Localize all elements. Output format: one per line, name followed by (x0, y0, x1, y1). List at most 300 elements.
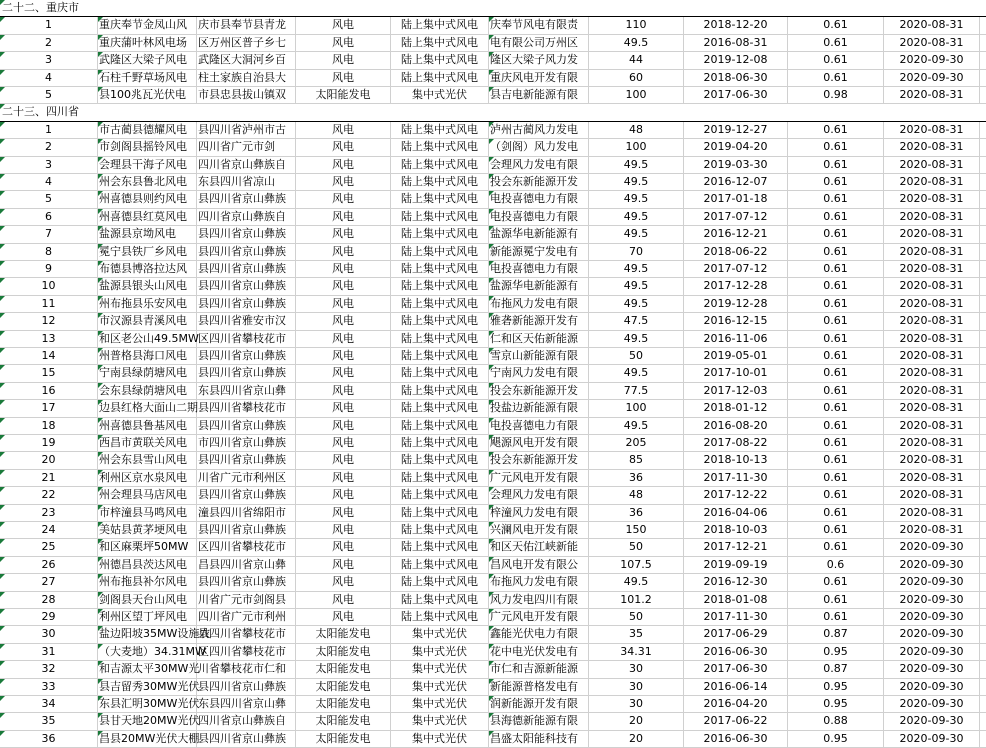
table-row[interactable] (0, 296, 986, 313)
project-type-cell[interactable]: 陆上集中式风电 (391, 487, 489, 503)
table-row[interactable] (0, 400, 986, 417)
company-cell[interactable]: 县海德新能源有限 (489, 713, 589, 729)
project-type-cell[interactable]: 陆上集中式风电 (391, 539, 489, 555)
capacity-cell[interactable]: 100 (589, 87, 684, 103)
row-number-cell[interactable]: 8 (0, 244, 98, 260)
price-cell[interactable]: 0.61 (788, 400, 884, 416)
grid-date-cell[interactable]: 2016-12-15 (684, 313, 788, 329)
row-number-cell[interactable]: 3 (0, 157, 98, 173)
table-row[interactable] (0, 574, 986, 591)
project-type-cell[interactable]: 陆上集中式风电 (391, 609, 489, 625)
deadline-cell[interactable]: 2020-08-31 (884, 452, 980, 468)
capacity-cell[interactable]: 110 (589, 17, 684, 33)
location-cell[interactable]: 县四川省京山彝族 (197, 731, 296, 747)
row-number-cell[interactable]: 2 (0, 35, 98, 51)
location-cell[interactable]: 四川省广元市剑 (197, 139, 296, 155)
price-cell[interactable]: 0.61 (788, 209, 884, 225)
project-name-cell[interactable]: 州布拖县乐安风电 (98, 296, 197, 312)
project-name-cell[interactable]: 州布拖县补尔风电 (98, 574, 197, 590)
row-number-cell[interactable]: 22 (0, 487, 98, 503)
grid-date-cell[interactable]: 2017-08-22 (684, 435, 788, 451)
energy-type-cell[interactable]: 风电 (296, 226, 391, 242)
table-row[interactable] (0, 226, 986, 243)
location-cell[interactable]: 区四川省攀枝花市 (197, 539, 296, 555)
location-cell[interactable]: 县四川省攀枝花市 (197, 400, 296, 416)
capacity-cell[interactable]: 50 (589, 539, 684, 555)
project-type-cell[interactable]: 陆上集中式风电 (391, 244, 489, 260)
row-number-cell[interactable]: 33 (0, 679, 98, 695)
table-row[interactable] (0, 70, 986, 87)
deadline-cell[interactable]: 2020-08-31 (884, 296, 980, 312)
price-cell[interactable]: 0.95 (788, 731, 884, 747)
grid-date-cell[interactable]: 2018-10-13 (684, 452, 788, 468)
deadline-cell[interactable]: 2020-08-31 (884, 365, 980, 381)
location-cell[interactable]: 县四川省京山彝族 (197, 418, 296, 434)
location-cell[interactable]: 县四川省京山彝族 (197, 244, 296, 260)
row-number-cell[interactable]: 15 (0, 365, 98, 381)
location-cell[interactable]: 四川省广元市利州 (197, 609, 296, 625)
price-cell[interactable]: 0.61 (788, 592, 884, 608)
project-name-cell[interactable]: 会理县干海子风电 (98, 157, 197, 173)
price-cell[interactable]: 0.61 (788, 70, 884, 86)
row-number-cell[interactable]: 34 (0, 696, 98, 712)
project-type-cell[interactable]: 陆上集中式风电 (391, 574, 489, 590)
company-cell[interactable]: 雪京山新能源有限 (489, 348, 589, 364)
project-name-cell[interactable]: 冕宁县铁厂乡风电 (98, 244, 197, 260)
energy-type-cell[interactable]: 风电 (296, 487, 391, 503)
table-row[interactable] (0, 487, 986, 504)
grid-date-cell[interactable]: 2018-10-03 (684, 522, 788, 538)
grid-date-cell[interactable]: 2019-04-20 (684, 139, 788, 155)
grid-date-cell[interactable]: 2017-12-03 (684, 383, 788, 399)
table-row[interactable] (0, 191, 986, 208)
table-row[interactable] (0, 122, 986, 139)
table-row[interactable] (0, 139, 986, 156)
price-cell[interactable]: 0.61 (788, 157, 884, 173)
grid-date-cell[interactable]: 2016-04-06 (684, 505, 788, 521)
table-row[interactable] (0, 452, 986, 469)
capacity-cell[interactable]: 48 (589, 122, 684, 138)
project-name-cell[interactable]: 州普格县海口风电 (98, 348, 197, 364)
project-type-cell[interactable]: 陆上集中式风电 (391, 365, 489, 381)
grid-date-cell[interactable]: 2016-08-31 (684, 35, 788, 51)
price-cell[interactable]: 0.61 (788, 296, 884, 312)
project-name-cell[interactable]: 州会东县鲁北风电 (98, 174, 197, 190)
project-type-cell[interactable]: 集中式光伏 (391, 87, 489, 103)
project-type-cell[interactable]: 陆上集中式风电 (391, 348, 489, 364)
location-cell[interactable]: 市四川省京山彝族 (197, 435, 296, 451)
row-number-cell[interactable]: 11 (0, 296, 98, 312)
company-cell[interactable]: 广元风电开发有限 (489, 609, 589, 625)
price-cell[interactable]: 0.95 (788, 696, 884, 712)
price-cell[interactable]: 0.61 (788, 487, 884, 503)
project-name-cell[interactable]: 重庆奉节金凤山风 (98, 17, 197, 33)
capacity-cell[interactable]: 30 (589, 696, 684, 712)
location-cell[interactable]: 县四川省京山彝族 (197, 574, 296, 590)
capacity-cell[interactable]: 49.5 (589, 191, 684, 207)
grid-date-cell[interactable]: 2019-03-30 (684, 157, 788, 173)
grid-date-cell[interactable]: 2017-06-29 (684, 626, 788, 642)
project-type-cell[interactable]: 陆上集中式风电 (391, 278, 489, 294)
capacity-cell[interactable]: 48 (589, 487, 684, 503)
grid-date-cell[interactable]: 2019-09-19 (684, 557, 788, 573)
location-cell[interactable]: 县四川省京山彝族 (197, 365, 296, 381)
company-cell[interactable]: 风力发电四川有限 (489, 592, 589, 608)
energy-type-cell[interactable]: 风电 (296, 244, 391, 260)
price-cell[interactable]: 0.61 (788, 139, 884, 155)
project-name-cell[interactable]: 县吉留秀30MW光伏 (98, 679, 197, 695)
table-row[interactable] (0, 348, 986, 365)
deadline-cell[interactable]: 2020-08-31 (884, 209, 980, 225)
capacity-cell[interactable]: 49.5 (589, 35, 684, 51)
company-cell[interactable]: 梓潼风力发电有限 (489, 505, 589, 521)
project-type-cell[interactable]: 陆上集中式风电 (391, 209, 489, 225)
price-cell[interactable]: 0.61 (788, 261, 884, 277)
energy-type-cell[interactable]: 风电 (296, 313, 391, 329)
deadline-cell[interactable]: 2020-08-31 (884, 348, 980, 364)
project-name-cell[interactable]: 美姑县黄茅埂风电 (98, 522, 197, 538)
row-number-cell[interactable]: 6 (0, 209, 98, 225)
deadline-cell[interactable]: 2020-08-31 (884, 122, 980, 138)
project-name-cell[interactable]: 州喜德县红莫风电 (98, 209, 197, 225)
project-type-cell[interactable]: 集中式光伏 (391, 661, 489, 677)
location-cell[interactable]: 县四川省京山彝族 (197, 348, 296, 364)
row-number-cell[interactable]: 9 (0, 261, 98, 277)
price-cell[interactable]: 0.61 (788, 278, 884, 294)
project-name-cell[interactable]: 武隆区大梁子风电 (98, 52, 197, 68)
deadline-cell[interactable]: 2020-08-31 (884, 487, 980, 503)
table-row[interactable] (0, 592, 986, 609)
row-number-cell[interactable]: 1 (0, 122, 98, 138)
project-name-cell[interactable]: 和区麻栗坪50MW (98, 539, 197, 555)
project-type-cell[interactable]: 陆上集中式风电 (391, 557, 489, 573)
company-cell[interactable]: 重庆风电开发有限 (489, 70, 589, 86)
company-cell[interactable]: 县吉电新能源有限 (489, 87, 589, 103)
row-number-cell[interactable]: 1 (0, 17, 98, 33)
deadline-cell[interactable]: 2020-08-31 (884, 17, 980, 33)
price-cell[interactable]: 0.61 (788, 191, 884, 207)
project-type-cell[interactable]: 陆上集中式风电 (391, 17, 489, 33)
location-cell[interactable]: 四川省京山彝族自 (197, 157, 296, 173)
project-name-cell[interactable]: 东县汇明30MW光伏 (98, 696, 197, 712)
project-type-cell[interactable]: 陆上集中式风电 (391, 52, 489, 68)
price-cell[interactable]: 0.61 (788, 244, 884, 260)
project-name-cell[interactable]: 布德县博洛拉达风 (98, 261, 197, 277)
project-type-cell[interactable]: 陆上集中式风电 (391, 191, 489, 207)
project-type-cell[interactable]: 陆上集中式风电 (391, 452, 489, 468)
price-cell[interactable]: 0.61 (788, 435, 884, 451)
grid-date-cell[interactable]: 2016-12-21 (684, 226, 788, 242)
project-name-cell[interactable]: 和吉源太平30MW光 (98, 661, 197, 677)
price-cell[interactable]: 0.95 (788, 679, 884, 695)
company-cell[interactable]: 润新能源开发有限 (489, 696, 589, 712)
energy-type-cell[interactable]: 风电 (296, 191, 391, 207)
row-number-cell[interactable]: 26 (0, 557, 98, 573)
deadline-cell[interactable]: 2020-08-31 (884, 435, 980, 451)
capacity-cell[interactable]: 44 (589, 52, 684, 68)
table-row[interactable] (0, 17, 986, 34)
energy-type-cell[interactable]: 风电 (296, 522, 391, 538)
deadline-cell[interactable]: 2020-09-30 (884, 609, 980, 625)
row-number-cell[interactable]: 16 (0, 383, 98, 399)
table-row[interactable] (0, 87, 986, 104)
deadline-cell[interactable]: 2020-09-30 (884, 557, 980, 573)
row-number-cell[interactable]: 18 (0, 418, 98, 434)
deadline-cell[interactable]: 2020-08-31 (884, 174, 980, 190)
company-cell[interactable]: 投会东新能源开发 (489, 174, 589, 190)
project-name-cell[interactable]: 和区老公山49.5MW (98, 331, 197, 347)
capacity-cell[interactable]: 100 (589, 139, 684, 155)
price-cell[interactable]: 0.61 (788, 418, 884, 434)
project-name-cell[interactable]: 县100兆瓦光伏电 (98, 87, 197, 103)
capacity-cell[interactable]: 36 (589, 505, 684, 521)
deadline-cell[interactable]: 2020-08-31 (884, 418, 980, 434)
energy-type-cell[interactable]: 风电 (296, 261, 391, 277)
energy-type-cell[interactable]: 风电 (296, 331, 391, 347)
capacity-cell[interactable]: 49.5 (589, 296, 684, 312)
company-cell[interactable]: 电有限公司万州区 (489, 35, 589, 51)
project-type-cell[interactable]: 陆上集中式风电 (391, 435, 489, 451)
project-name-cell[interactable]: 利州区望丁坪风电 (98, 609, 197, 625)
project-name-cell[interactable]: 会东县绿荫塘风电 (98, 383, 197, 399)
project-name-cell[interactable]: 州会理县马店风电 (98, 487, 197, 503)
location-cell[interactable]: 县四川省雅安市汉 (197, 313, 296, 329)
grid-date-cell[interactable]: 2016-06-30 (684, 731, 788, 747)
row-number-cell[interactable]: 25 (0, 539, 98, 555)
price-cell[interactable]: 0.61 (788, 226, 884, 242)
project-name-cell[interactable]: 重庆蒲叶林风电场 (98, 35, 197, 51)
project-type-cell[interactable]: 陆上集中式风电 (391, 35, 489, 51)
table-row[interactable] (0, 35, 986, 52)
capacity-cell[interactable]: 49.5 (589, 574, 684, 590)
energy-type-cell[interactable]: 风电 (296, 539, 391, 555)
table-row[interactable] (0, 626, 986, 643)
capacity-cell[interactable]: 49.5 (589, 174, 684, 190)
deadline-cell[interactable]: 2020-08-31 (884, 522, 980, 538)
company-cell[interactable]: 新能源冕宁发电有 (489, 244, 589, 260)
location-cell[interactable]: 四川省京山彝族自 (197, 713, 296, 729)
deadline-cell[interactable]: 2020-08-31 (884, 261, 980, 277)
company-cell[interactable]: 花中电光伏发电有 (489, 644, 589, 660)
company-cell[interactable]: 电投喜德电力有限 (489, 418, 589, 434)
row-number-cell[interactable]: 5 (0, 191, 98, 207)
deadline-cell[interactable]: 2020-08-31 (884, 470, 980, 486)
row-number-cell[interactable]: 24 (0, 522, 98, 538)
price-cell[interactable]: 0.61 (788, 522, 884, 538)
table-row[interactable] (0, 679, 986, 696)
price-cell[interactable]: 0.61 (788, 313, 884, 329)
deadline-cell[interactable]: 2020-08-31 (884, 505, 980, 521)
location-cell[interactable]: 东县四川省京山彝 (197, 696, 296, 712)
project-name-cell[interactable]: 边县红格大面山二期 (98, 400, 197, 416)
project-name-cell[interactable]: 市剑阁县摇铃风电 (98, 139, 197, 155)
grid-date-cell[interactable]: 2017-12-21 (684, 539, 788, 555)
deadline-cell[interactable]: 2020-08-31 (884, 35, 980, 51)
company-cell[interactable]: 宁南风力发电有限 (489, 365, 589, 381)
price-cell[interactable]: 0.61 (788, 365, 884, 381)
energy-type-cell[interactable]: 太阳能发电 (296, 644, 391, 660)
project-type-cell[interactable]: 陆上集中式风电 (391, 522, 489, 538)
project-name-cell[interactable]: 盐源县银头山风电 (98, 278, 197, 294)
grid-date-cell[interactable]: 2016-11-06 (684, 331, 788, 347)
location-cell[interactable]: 县四川省京山彝族 (197, 522, 296, 538)
price-cell[interactable]: 0.61 (788, 574, 884, 590)
row-number-cell[interactable]: 35 (0, 713, 98, 729)
price-cell[interactable]: 0.61 (788, 35, 884, 51)
project-name-cell[interactable]: 昌县20MW光伏大棚 (98, 731, 197, 747)
grid-date-cell[interactable]: 2017-10-01 (684, 365, 788, 381)
price-cell[interactable]: 0.95 (788, 644, 884, 660)
location-cell[interactable]: 川省广元市剑阁县 (197, 592, 296, 608)
table-row[interactable] (0, 244, 986, 261)
grid-date-cell[interactable]: 2017-06-22 (684, 713, 788, 729)
table-row[interactable] (0, 661, 986, 678)
project-type-cell[interactable]: 陆上集中式风电 (391, 418, 489, 434)
section-title[interactable]: 二十二、重庆市 (2, 1, 79, 14)
company-cell[interactable]: 昌风电开发有限公 (489, 557, 589, 573)
deadline-cell[interactable]: 2020-08-31 (884, 383, 980, 399)
company-cell[interactable]: 盐源华电新能源有 (489, 278, 589, 294)
location-cell[interactable]: 东县四川省凉山 (197, 174, 296, 190)
price-cell[interactable]: 0.61 (788, 122, 884, 138)
grid-date-cell[interactable]: 2016-12-30 (684, 574, 788, 590)
project-name-cell[interactable]: 市汉源县青溪风电 (98, 313, 197, 329)
section-header-row[interactable] (0, 0, 986, 17)
grid-date-cell[interactable]: 2017-07-12 (684, 209, 788, 225)
table-row[interactable] (0, 539, 986, 556)
energy-type-cell[interactable]: 风电 (296, 383, 391, 399)
energy-type-cell[interactable]: 风电 (296, 174, 391, 190)
energy-type-cell[interactable]: 太阳能发电 (296, 696, 391, 712)
capacity-cell[interactable]: 20 (589, 731, 684, 747)
capacity-cell[interactable]: 49.5 (589, 365, 684, 381)
project-type-cell[interactable]: 集中式光伏 (391, 679, 489, 695)
table-row[interactable] (0, 174, 986, 191)
company-cell[interactable]: 新能源普格发电有 (489, 679, 589, 695)
grid-date-cell[interactable]: 2017-06-30 (684, 661, 788, 677)
row-number-cell[interactable]: 5 (0, 87, 98, 103)
price-cell[interactable]: 0.98 (788, 87, 884, 103)
grid-date-cell[interactable]: 2016-04-20 (684, 696, 788, 712)
location-cell[interactable]: 县四川省京山彝族 (197, 261, 296, 277)
location-cell[interactable]: 四川省京山彝族自 (197, 209, 296, 225)
deadline-cell[interactable]: 2020-08-31 (884, 191, 980, 207)
grid-date-cell[interactable]: 2017-12-28 (684, 278, 788, 294)
company-cell[interactable]: （剑阁）风力发电 (489, 139, 589, 155)
company-cell[interactable]: 雅砻新能源开发有 (489, 313, 589, 329)
deadline-cell[interactable]: 2020-08-31 (884, 87, 980, 103)
capacity-cell[interactable]: 70 (589, 244, 684, 260)
energy-type-cell[interactable]: 风电 (296, 435, 391, 451)
company-cell[interactable]: 飓源风电开发有限 (489, 435, 589, 451)
project-type-cell[interactable]: 陆上集中式风电 (391, 592, 489, 608)
capacity-cell[interactable]: 50 (589, 348, 684, 364)
grid-date-cell[interactable]: 2018-01-08 (684, 592, 788, 608)
company-cell[interactable]: 和区天佑江峡新能 (489, 539, 589, 555)
row-number-cell[interactable]: 17 (0, 400, 98, 416)
deadline-cell[interactable]: 2020-08-31 (884, 244, 980, 260)
row-number-cell[interactable]: 2 (0, 139, 98, 155)
table-row[interactable] (0, 470, 986, 487)
location-cell[interactable]: 区万州区普子乡七 (197, 35, 296, 51)
row-number-cell[interactable]: 23 (0, 505, 98, 521)
capacity-cell[interactable]: 77.5 (589, 383, 684, 399)
row-number-cell[interactable]: 30 (0, 626, 98, 642)
project-name-cell[interactable]: 宁南县绿荫塘风电 (98, 365, 197, 381)
energy-type-cell[interactable]: 太阳能发电 (296, 679, 391, 695)
row-number-cell[interactable]: 4 (0, 70, 98, 86)
capacity-cell[interactable]: 35 (589, 626, 684, 642)
project-type-cell[interactable]: 陆上集中式风电 (391, 383, 489, 399)
row-number-cell[interactable]: 31 (0, 644, 98, 660)
company-cell[interactable]: 布拖风力发电有限 (489, 574, 589, 590)
table-row[interactable] (0, 261, 986, 278)
energy-type-cell[interactable]: 风电 (296, 296, 391, 312)
energy-type-cell[interactable]: 风电 (296, 609, 391, 625)
location-cell[interactable]: 柱土家族自治县大 (197, 70, 296, 86)
energy-type-cell[interactable]: 风电 (296, 365, 391, 381)
energy-type-cell[interactable]: 太阳能发电 (296, 87, 391, 103)
grid-date-cell[interactable]: 2017-07-12 (684, 261, 788, 277)
price-cell[interactable]: 0.61 (788, 505, 884, 521)
deadline-cell[interactable]: 2020-09-30 (884, 679, 980, 695)
deadline-cell[interactable]: 2020-09-30 (884, 52, 980, 68)
capacity-cell[interactable]: 49.5 (589, 418, 684, 434)
project-type-cell[interactable]: 陆上集中式风电 (391, 505, 489, 521)
company-cell[interactable]: 鑫能光伏电力有限 (489, 626, 589, 642)
row-number-cell[interactable]: 13 (0, 331, 98, 347)
energy-type-cell[interactable]: 风电 (296, 452, 391, 468)
section-title[interactable]: 二十三、四川省 (2, 105, 79, 119)
location-cell[interactable]: 东县四川省京山彝 (197, 383, 296, 399)
grid-date-cell[interactable]: 2016-12-07 (684, 174, 788, 190)
grid-date-cell[interactable]: 2016-08-20 (684, 418, 788, 434)
table-row[interactable] (0, 365, 986, 382)
capacity-cell[interactable]: 30 (589, 661, 684, 677)
table-row[interactable] (0, 278, 986, 295)
company-cell[interactable]: 投会东新能源开发 (489, 452, 589, 468)
location-cell[interactable]: 县四川省京山彝族 (197, 296, 296, 312)
location-cell[interactable]: 潼县四川省绵阳市 (197, 505, 296, 521)
energy-type-cell[interactable]: 风电 (296, 209, 391, 225)
table-row[interactable] (0, 609, 986, 626)
row-number-cell[interactable]: 32 (0, 661, 98, 677)
deadline-cell[interactable]: 2020-08-31 (884, 157, 980, 173)
grid-date-cell[interactable]: 2019-12-27 (684, 122, 788, 138)
table-row[interactable] (0, 331, 986, 348)
location-cell[interactable]: 县四川省京山彝族 (197, 452, 296, 468)
company-cell[interactable]: 盐源华电新能源有 (489, 226, 589, 242)
table-row[interactable] (0, 522, 986, 539)
table-row[interactable] (0, 418, 986, 435)
table-row[interactable] (0, 505, 986, 522)
project-type-cell[interactable]: 集中式光伏 (391, 731, 489, 747)
project-name-cell[interactable]: 市古蔺县德耀风电 (98, 122, 197, 138)
price-cell[interactable]: 0.61 (788, 539, 884, 555)
energy-type-cell[interactable]: 风电 (296, 400, 391, 416)
project-name-cell[interactable]: 盐边阳坡35MW设施农 (98, 626, 197, 642)
energy-type-cell[interactable]: 风电 (296, 592, 391, 608)
row-number-cell[interactable]: 36 (0, 731, 98, 747)
table-row[interactable] (0, 157, 986, 174)
company-cell[interactable]: 市仁和吉源新能源 (489, 661, 589, 677)
row-number-cell[interactable]: 20 (0, 452, 98, 468)
company-cell[interactable]: 电投喜德电力有限 (489, 209, 589, 225)
energy-type-cell[interactable]: 风电 (296, 470, 391, 486)
energy-type-cell[interactable]: 风电 (296, 278, 391, 294)
location-cell[interactable]: 县四川省攀枝花市 (197, 626, 296, 642)
grid-date-cell[interactable]: 2017-11-30 (684, 609, 788, 625)
